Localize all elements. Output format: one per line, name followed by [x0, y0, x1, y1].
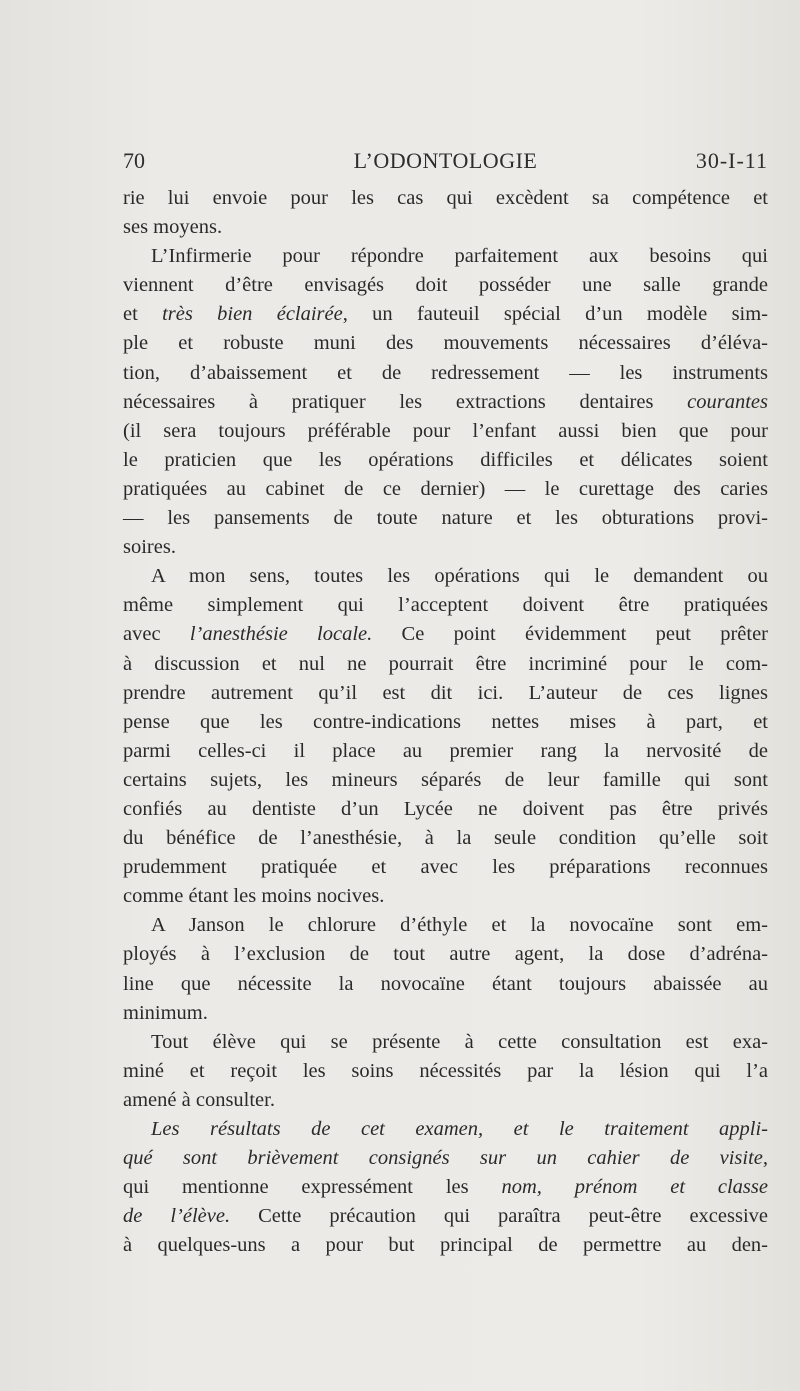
text-line [123, 1144, 768, 1173]
text-line [123, 1086, 768, 1115]
text-run: le praticien que les opérations difficiles et délicates soient [123, 448, 768, 471]
text-run: Ce point évidemment peut prêter [372, 623, 768, 646]
text-run: nécessaires à pratiquer les extractions dentaires [123, 390, 688, 413]
text-run: L’Infirmerie pour répondre parfaitement aux besoins qui [151, 245, 768, 268]
text-run: certains sujets, les mineurs séparés de leur famille qui sont [123, 768, 768, 791]
text-run: , un fauteuil spécial d’un modèle sim- [342, 303, 769, 326]
text-run: comme étant les moins nocives. [123, 885, 385, 908]
text-line [123, 533, 768, 562]
text-run: prendre autrement qu’il est dit ici. L’auteur de ces lignes [123, 681, 768, 704]
italic-text: Les résultats de cet examen, et le traitement appli- [151, 1118, 768, 1140]
text-run: et [123, 303, 163, 326]
text-line [123, 824, 768, 853]
text-run: avec [123, 623, 190, 646]
text-line [123, 1173, 768, 1202]
text-line [123, 417, 768, 446]
text-run: A Janson le chlorure d’éthyle et la novocaïne sont em- [151, 914, 768, 937]
text-run: — les pansements de toute nature et les obturations provi- [123, 507, 768, 530]
text-line [123, 213, 768, 242]
text-run: miné et reçoit les soins nécessités par la lésion qui l’a [123, 1059, 768, 1082]
text-line [123, 242, 768, 271]
text-line [123, 446, 768, 475]
text-line [123, 388, 768, 417]
text-line [123, 766, 768, 795]
text-line [123, 1028, 768, 1057]
text-run: pense que les contre-indications nettes mises à part, et [123, 710, 768, 733]
text-line [123, 591, 768, 620]
italic-text: nom, prénom et classe [501, 1176, 768, 1199]
text-run: prudemment pratiquée et avec les préparations reconnues [123, 856, 768, 879]
text-run: pratiquées au cabinet de ce dernier) — le curettage des caries [123, 477, 768, 500]
text-run: viennent d’être envisagés doit posséder une salle grande [123, 274, 768, 297]
text-line [123, 1057, 768, 1086]
italic-text: courantes [687, 390, 768, 413]
text-run: à quelques-uns a pour but principal de permettre au den- [123, 1234, 768, 1257]
text-line [123, 795, 768, 824]
issue-date: 30-I-11 [695, 148, 768, 173]
text-run: soires. [123, 536, 176, 559]
text-run: même simplement qui l’acceptent doivent être pratiquées [123, 594, 768, 617]
text-line [123, 679, 768, 708]
text-line [123, 504, 768, 533]
text-run: A mon sens, toutes les opérations qui le demandent ou [151, 565, 768, 588]
text-run: ployés à l’exclusion de tout autre agent, la dose d’adréna- [123, 943, 768, 966]
text-line [123, 970, 768, 999]
text-run: amené à consulter. [123, 1088, 275, 1111]
text-line [123, 650, 768, 679]
text-run: ple et robuste muni des mouvements nécessaires d’éléva- [123, 332, 768, 355]
text-line [123, 271, 768, 300]
text-line [123, 882, 768, 911]
text-line [123, 737, 768, 766]
text-line [123, 940, 768, 969]
text-line [123, 300, 768, 329]
text-run: tion, d’abaissement et de redressement — les instruments [123, 361, 768, 384]
italic-text: l’anesthésie locale. [189, 623, 373, 646]
text-run: line que nécessite la novocaïne étant toujours abaissée au [123, 972, 768, 995]
italic-text: très bien éclairée [162, 303, 343, 326]
text-line [123, 1202, 768, 1231]
text-run: confiés au dentiste d’un Lycée ne doivent pas être privés [123, 797, 768, 820]
text-run: parmi celles-ci il place au premier rang la nervosité de [123, 739, 768, 762]
text-line [123, 1115, 768, 1144]
page-number: 70 [123, 148, 145, 173]
text-line [123, 999, 768, 1028]
text-run: rie lui envoie pour les cas qui excèdent sa compétence et [123, 187, 768, 209]
text-line [123, 1231, 768, 1260]
journal-title: L’ODONTOLOGIE [353, 148, 538, 173]
text-run: à discussion et nul ne pourrait être incriminé pour le com- [123, 652, 768, 675]
text-line [123, 359, 768, 388]
italic-text: qué sont brièvement consignés sur un cahier de visite, [123, 1147, 768, 1170]
text-run: ses moyens. [123, 216, 223, 239]
text-line [123, 620, 768, 649]
text-run: du bénéfice de l’anesthésie, à la seule condition qu’elle soit [123, 827, 768, 850]
text-run: (il sera toujours préférable pour l’enfant aussi bien que pour [123, 419, 768, 442]
text-run: qui mentionne expressément les [123, 1176, 502, 1199]
text-run: Tout élève qui se présente à cette consultation est exa- [151, 1030, 768, 1053]
body-text [123, 184, 768, 1260]
italic-text: de l’élève. [123, 1205, 231, 1228]
running-head [123, 148, 768, 182]
text-line [123, 475, 768, 504]
text-line [123, 708, 768, 737]
text-run: minimum. [123, 1001, 208, 1024]
text-line [123, 329, 768, 358]
text-line [123, 853, 768, 882]
text-line [123, 562, 768, 591]
text-line [123, 184, 768, 213]
text-line [123, 911, 768, 940]
text-run: Cette précaution qui paraîtra peut-être excessive [230, 1205, 769, 1228]
